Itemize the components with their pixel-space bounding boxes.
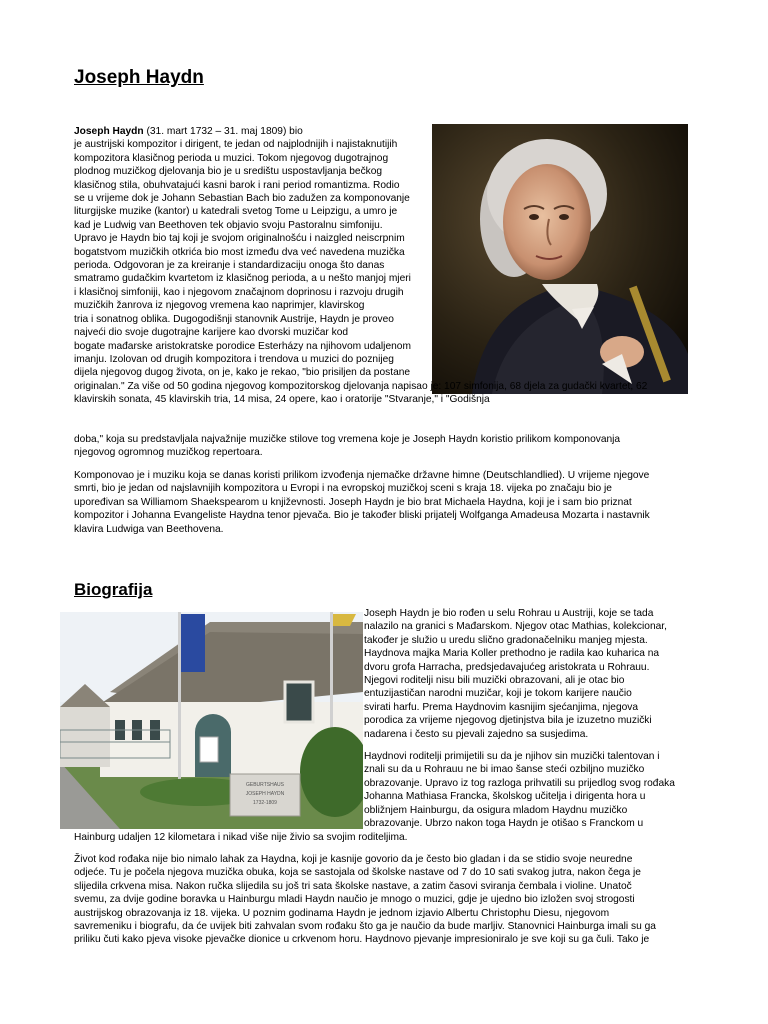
intro-line: (31. mart 1732 – 31. maj 1809) bio <box>143 126 303 137</box>
text-line: Johanna Mathiasa Francka, školskog učitelja i dirigenta hora u <box>364 791 646 803</box>
text-line: nalazilo na granici s Mađarskom. Njegov otac Mathias, kolekcionar, <box>364 621 667 633</box>
text-line: priliku čuti kako pjeva visoke pjevačke dionice u crkvenom horu. Haydnovo pjevanje impresioniralo je sve koji su ga čuli. Tako je <box>74 934 650 946</box>
intro-line: liturgijske muzike (kantor) u katedrali svetog Tome u Leipzigu, a umro je <box>74 206 398 218</box>
text-line: obližnjem Hainburgu, da osigura mladom Haydnu muzičko <box>364 804 628 816</box>
intro-line: kompozitora klasičnog perioda u muzici. Tokom njegovog dugotrajnog <box>74 152 389 164</box>
text-line: svemu, za dvije godine boravka u Hainburgu mladi Haydn naučio je mnogo o muzici, gdje je ujedno bio izložen svoj strogosti <box>74 894 635 906</box>
section-heading: Biografija <box>74 580 153 599</box>
text-line: smrti, bio je jedan od najslavnijih kompozitora u Evropi i na evropskoj muzičkoj sceni s kraja 18. vijeka po značaju bio je <box>74 483 612 495</box>
biography-paragraph-3 <box>74 853 656 947</box>
intro-line: najveći dio svoje dugotrajne karijere kao dvorski muzičar kod <box>74 327 349 339</box>
text-line: upoređivan sa Williamom Shaekspearom u književnosti. Joseph Haydn je bio brat Michaela Haydna, koji je i sam bio priznat <box>74 496 632 508</box>
intro-line: klavirskih sonata, 45 klavirskih tria, 14 misa, 24 opere, kao i oratorije "Stvaranje," i "Godišnja <box>74 394 490 406</box>
intro-line: je austrijski kompozitor i dirigent, te jedan od najplodnijih i najistaknutijih <box>74 139 398 151</box>
text-line: kompozitor i Johanna Evangeliste Haydna tenor pjevača. Bio je također bliski prijatelj Wolfganga Amadeusa Mozarta i nastavnik <box>74 510 650 522</box>
text-line: nadarena i često su pjevali zajedno sa susjedima. <box>364 728 589 740</box>
intro-line: kad je Ludwig van Beethoven tek objavio svoju Pastoralnu simfoniju. <box>74 219 383 231</box>
intro-line: muzičkih žanrova iz njegovog vremena kao naprimjer, klavirskog <box>74 300 365 312</box>
text-line: Njegovi roditelji nisu bili muzički obrazovani, ali je otac bio <box>364 675 625 687</box>
text-line: Komponovao je i muziku koja se danas koristi prilikom izvođenja njemačke državne himne (Deutschlandlied). U vrijeme njegove <box>74 470 650 481</box>
paragraph-doba <box>74 433 620 460</box>
intro-line: bogatstvom muzičkih otkrića bio most između dva već navedena muzička <box>74 246 405 258</box>
text-line: slijedila crkvena misa. Nakon ručka slijedila su još tri sata školske nastave, a zatim časovi sviranja čembala i violine. Unatoč <box>74 880 632 892</box>
intro-line: tria i sonatnog oblika. Dugogodišnji stanovnik Austrije, Haydn je proveo <box>74 313 394 325</box>
text-line: njegovog ogromnog muzičkog repertoara. <box>74 447 263 459</box>
text-line: Haydnovi roditelji primijetili su da je njihov sin muzički talentovan i <box>364 751 660 762</box>
subject-name: Joseph Haydn <box>74 126 144 137</box>
intro-line: originalan." Za više od 50 godina njegovog kompozitorskog djelovanja napisao je: 107 simfonija, 68 djela za gudački kvartet, 62 <box>74 380 648 392</box>
text-line: Joseph Haydn je bio rođen u selu Rohrau u Austriji, koje se tada <box>364 608 654 619</box>
biography-paragraph-1 <box>364 607 667 741</box>
text-line: obrazovanje. Ubrzo nakon toga Haydn je otišao s Franckom u <box>364 818 644 830</box>
intro-line: perioda. Odgovoran je za kreiranje i standardizaciju onoga što danas <box>74 260 385 272</box>
plaque-line: 1732-1809 <box>253 800 277 806</box>
intro-line: klasičnog stila, obuhvatajući kasni barok i rani period romantizma. Rodio <box>74 179 400 191</box>
intro-line: i klasičnoj simfoniji, kao i njegovom značajnom doprinosu i razvoju drugih <box>74 286 404 298</box>
text-line: također je služio u uredu slično gradonačelniku manjeg mjesta. <box>364 634 648 646</box>
text-line: obrazovanje. Upravo iz tog razloga prihvatili su prijedlog svog rođaka <box>364 777 675 789</box>
text-line: Hainburg udaljen 12 kilometara i nikad više nije živio sa svojim roditeljima. <box>74 832 408 843</box>
text-line: Život kod rođaka nije bio nimalo lahak za Haydna, koji je kasnije govorio da je često bio gladan i da se stidio svoje neuredne <box>74 854 633 865</box>
biography-paragraph-2 <box>364 750 675 830</box>
text-line: odjeće. Tu je počela njegova muzička obuka, koja se sastojala od školske nastave od 7 do 10 sati svakog jutra, nakon čega je <box>74 867 641 879</box>
text-line: klavira Ludwiga van Beethovena. <box>74 523 224 535</box>
biography-paragraph-2-end <box>74 831 408 844</box>
text-line: znali su da u Rohrauu ne bi imao šanse steći ozbiljno muzičko <box>364 764 645 776</box>
intro-line: imanju. Izolovan od drugih kompozitora i trendova u muzici do poznijeg <box>74 353 394 365</box>
text-line: savremeniku i biografu, da će uvijek biti zahvalan svom rođaku što ga je naučio da bude marljiv. Stanovnici Hainburga imali su ga <box>74 921 656 933</box>
text-line: Haydnova majka Maria Koller prethodno je radila kao kuharica na <box>364 648 660 660</box>
text-line: porodica za vrijeme njegovog djetinjstva bila je izuzetno muzički <box>364 715 652 727</box>
intro-line: plodnog muzičkog djelovanja bio je u središtu uspostavljanja bečkog <box>74 166 383 178</box>
intro-line: dijela njegovog dugog života, on je, kako je rekao, "bio prisiljen da postane <box>74 367 411 379</box>
intro-line: Upravo je Haydn bio taj koji je svojom originalnošću i naizgled neiscrpnim <box>74 233 405 245</box>
page-title: Joseph Haydn <box>74 67 204 88</box>
intro-line: se u vrijeme dok je Johann Sebastian Bach bio zadužen za komponovanje <box>74 193 410 205</box>
text-line: austrijskog obrazovanja iz 18. vijeka. U poznim godinama Haydn je jednom izjavio Albertu Christophu Diesu, njegovom <box>74 907 610 919</box>
text-line: svirati harfu. Prema Haydnovim kasnijim sjećanjima, njegova <box>364 701 639 713</box>
intro-line: smatramo gudačkim kvartetom iz klasičnog perioda, a u nešto manjoj mjeri <box>74 273 411 285</box>
paragraph-himna <box>74 469 650 536</box>
intro-paragraph <box>74 125 647 407</box>
birthplace-photo <box>60 612 363 829</box>
text-line: dvoru grofa Harracha, predsjedavajućeg aristokrata u Rohrauu. <box>364 661 650 673</box>
text-line: doba," koja su predstavljala najvažnije muzičke stilove tog vremena koje je Joseph Haydn koristio prilikom komponovanja <box>74 434 621 445</box>
intro-line: bogate mađarske aristokratske porodice Esterházy na njihovom udaljenom <box>74 340 411 352</box>
plaque-line: JOSEPH HAYDN <box>245 791 285 797</box>
text-line: entuzijastičan narodni muzičar, koji je tokom karijere naučio <box>364 688 632 700</box>
plaque-line: GEBURTSHAUS <box>246 782 284 788</box>
